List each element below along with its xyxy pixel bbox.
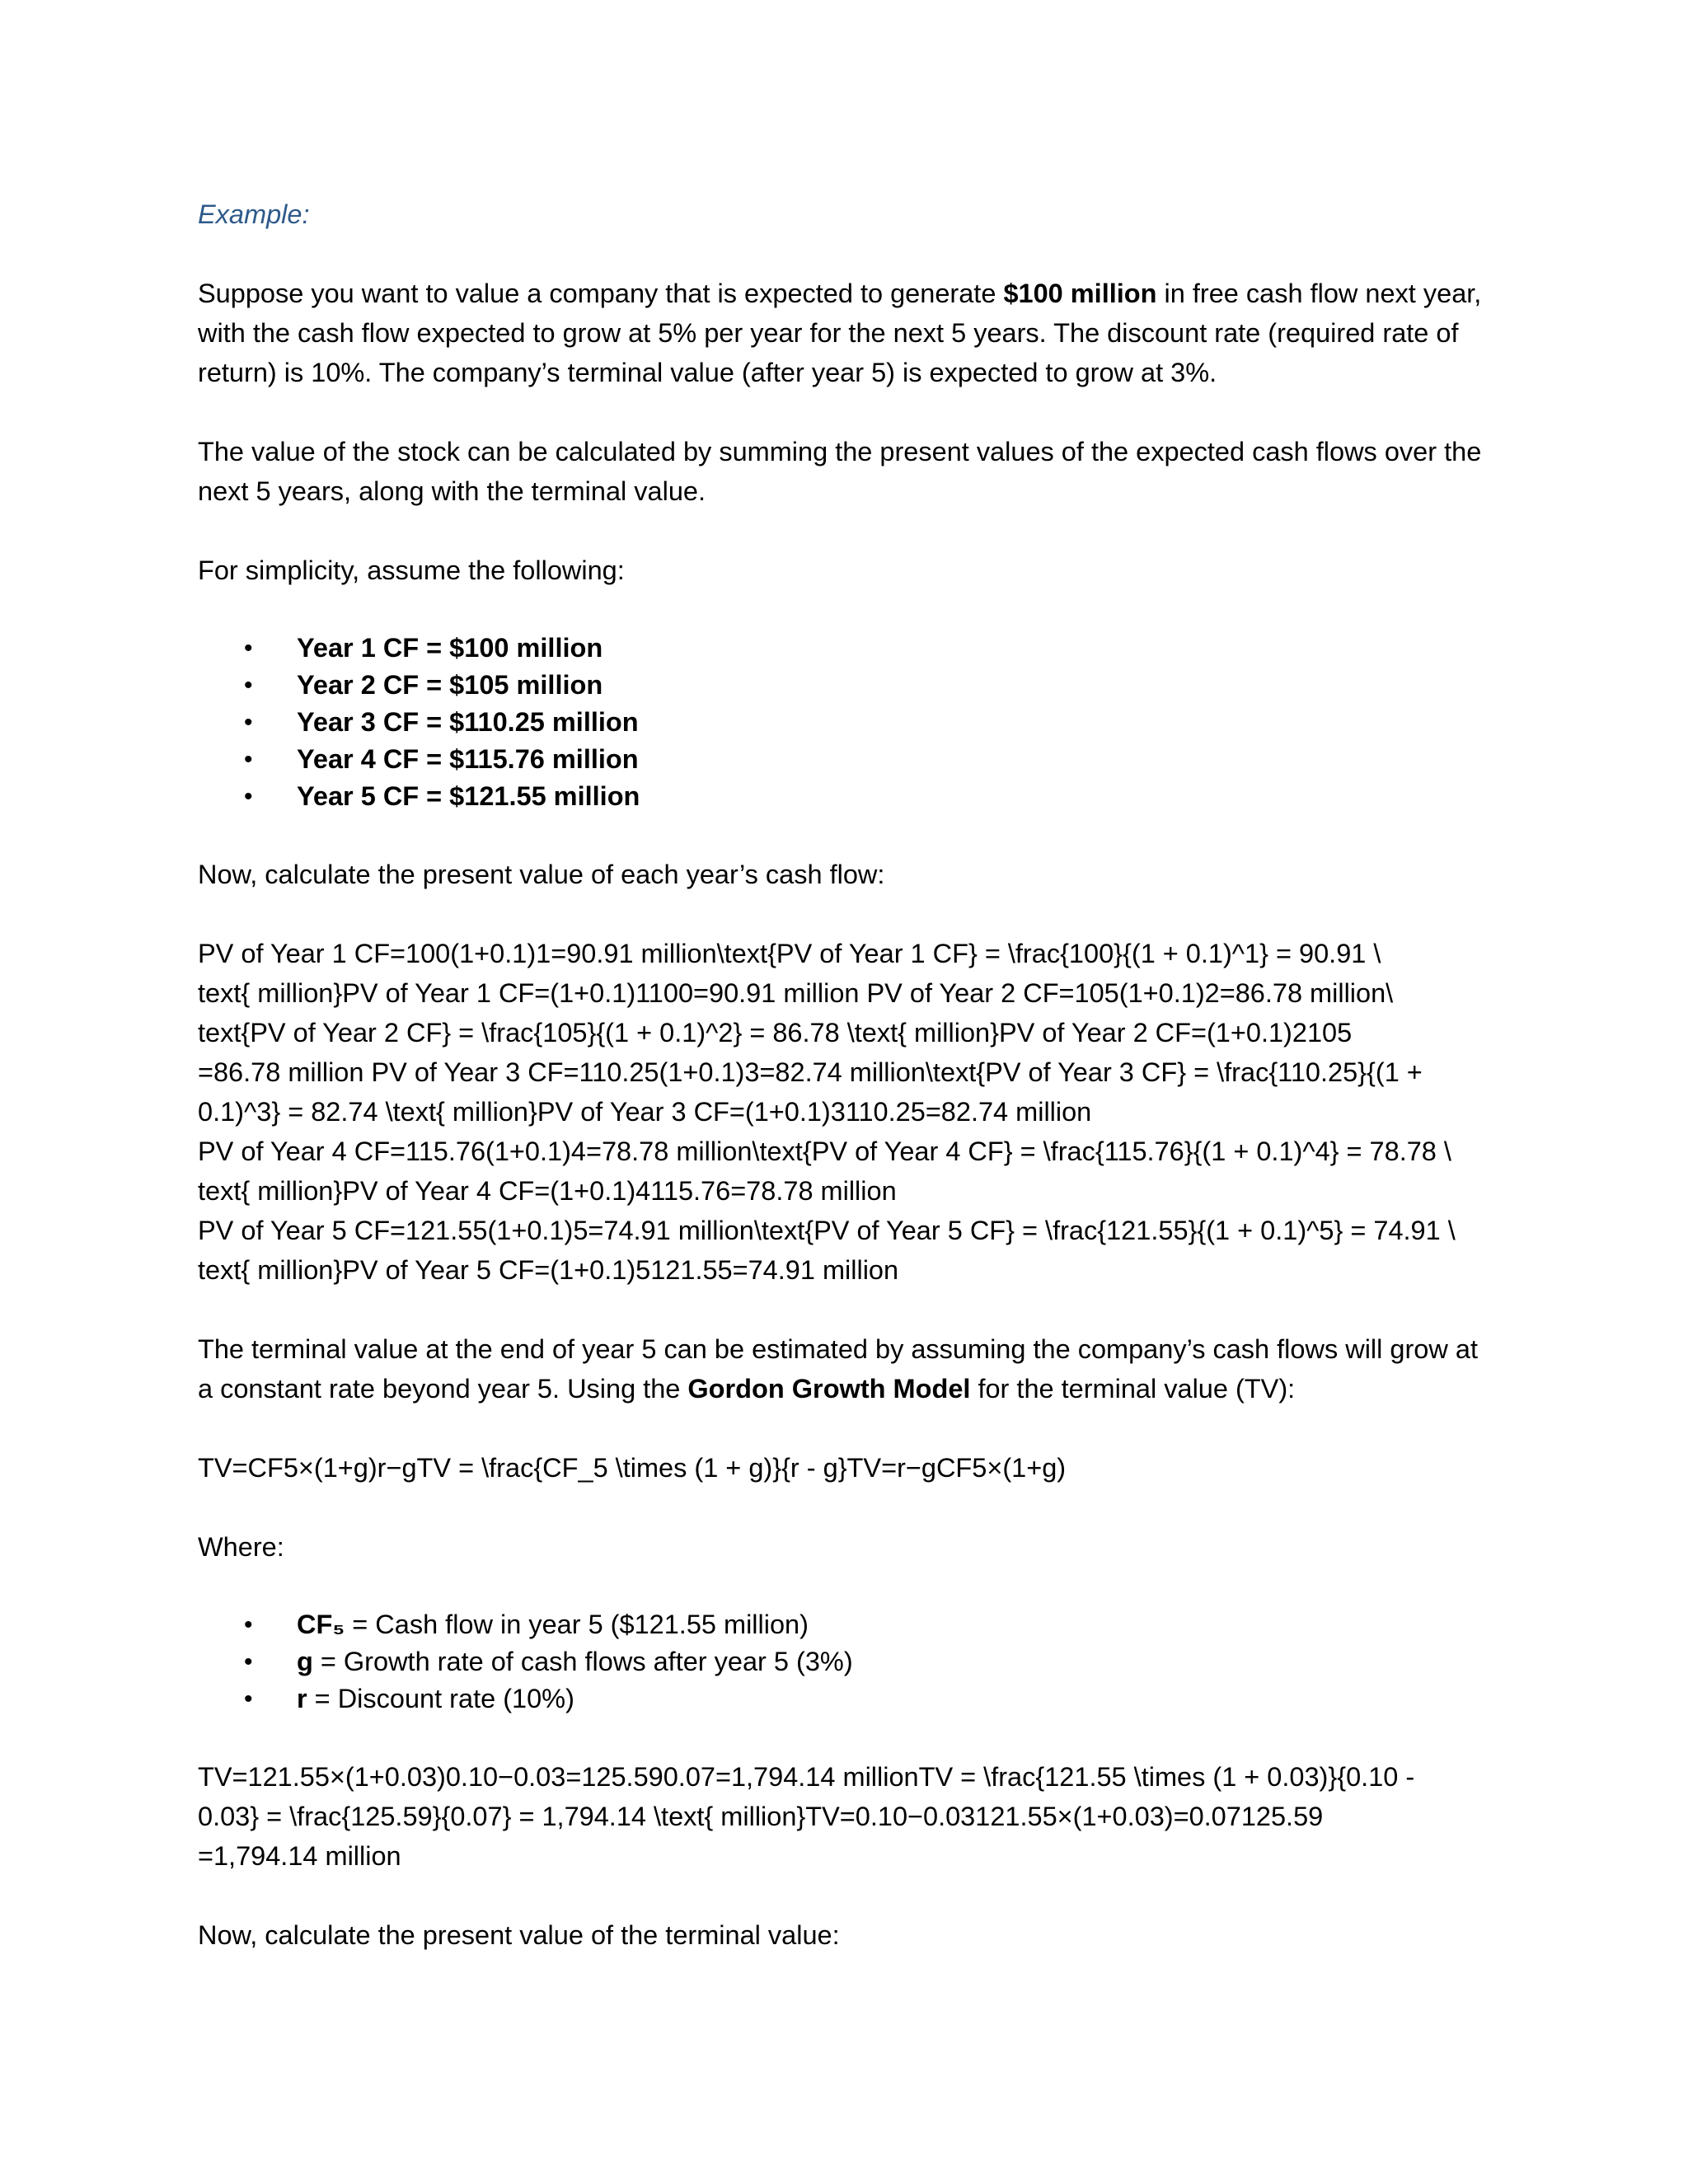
- pv-formula-block: [198, 934, 1492, 1290]
- list-item: • CF₅ = Cash flow in year 5 ($121.55 million): [198, 1606, 1492, 1643]
- list-item: • Year 3 CF = $110.25 million: [198, 704, 1492, 741]
- list-item: • Year 4 CF = $115.76 million: [198, 741, 1492, 778]
- list-item: • g = Growth rate of cash flows after year 5 (3%): [198, 1643, 1492, 1680]
- formula-line: PV of Year 4 CF=115.76(1+0.1)4=78.78 million\text{PV of Year 4 CF} = \frac{115.76}{(1 + 0.1)^4} = 78.78 \: [198, 1137, 1451, 1166]
- formula-line: =86.78 million PV of Year 3 CF=110.25(1+0.1)3=82.74 million\text{PV of Year 3 CF} = \frac{110.25}{(1 +: [198, 1057, 1423, 1087]
- bullet-icon: •: [244, 709, 253, 736]
- tv-calculation-block: [198, 1757, 1492, 1876]
- bullet-icon: •: [244, 1648, 253, 1675]
- bullet-icon: •: [244, 1611, 253, 1638]
- intro-paragraph: [198, 274, 1492, 392]
- formula-line: text{ million}PV of Year 5 CF=(1+0.1)5121.55=74.91 million: [198, 1255, 899, 1285]
- formula-line: =1,794.14 million: [198, 1841, 401, 1871]
- pv-intro-paragraph: Now, calculate the present value of each year’s cash flow:: [198, 860, 885, 889]
- list-item: • r = Discount rate (10%): [198, 1680, 1492, 1718]
- gordon-growth-model-term: Gordon Growth Model: [687, 1374, 971, 1404]
- bullet-icon: •: [244, 746, 253, 773]
- cash-flow-list: [198, 630, 1492, 815]
- example-heading: Example:: [198, 199, 310, 229]
- tv-formula: TV=CF5×(1+g)r−gTV = \frac{CF_5 \times (1 + g)}{r - g}TV=r−gCF5×(1+g): [198, 1453, 1067, 1483]
- formula-line: 0.1)^3} = 82.74 \text{ million}PV of Year 3 CF=(1+0.1)3110.25=82.74 million: [198, 1097, 1092, 1127]
- formula-line: TV=121.55×(1+0.03)0.10−0.03=125.590.07=1,794.14 millionTV = \frac{121.55 \times (1 + 0.03)}{0.10 -: [198, 1762, 1415, 1792]
- bullet-icon: •: [244, 1685, 253, 1713]
- terminal-value-paragraph: The terminal value at the end of year 5 can be estimated by assuming the company’s cash flows will grow at a constant rate beyond year 5. Using the Gordon Growth Model for the terminal value (TV):: [198, 1334, 1478, 1404]
- formula-line: PV of Year 1 CF=100(1+0.1)1=90.91 million\text{PV of Year 1 CF} = \frac{100}{(1 + 0.1)^1} = 90.91 \: [198, 939, 1381, 968]
- bullet-icon: •: [244, 635, 253, 662]
- summing-paragraph: The value of the stock can be calculated by summing the present values of the expected cash flows over the next 5 years, along with the terminal value.: [198, 437, 1482, 506]
- document-body: [198, 194, 1492, 1955]
- formula-line: text{PV of Year 2 CF} = \frac{105}{(1 + 0.1)^2} = 86.78 \text{ million}PV of Year 2 CF=(1+0.1)2105: [198, 1018, 1353, 1047]
- assumption-paragraph: For simplicity, assume the following:: [198, 555, 625, 585]
- intro-bold-amount: $100 million: [1003, 279, 1157, 308]
- list-item: • Year 1 CF = $100 million: [198, 630, 1492, 667]
- bullet-icon: •: [244, 672, 253, 699]
- intro-text-1: Suppose you want to value a company that is expected to generate: [198, 279, 1004, 308]
- formula-line: text{ million}PV of Year 4 CF=(1+0.1)4115.76=78.78 million: [198, 1176, 897, 1206]
- final-paragraph: Now, calculate the present value of the terminal value:: [198, 1920, 840, 1950]
- formula-line: 0.03} = \frac{125.59}{0.07} = 1,794.14 \text{ million}TV=0.10−0.03121.55×(1+0.03)=0.07125.59: [198, 1802, 1324, 1831]
- definition-list: [198, 1606, 1492, 1718]
- bullet-icon: •: [244, 783, 253, 810]
- where-label: Where:: [198, 1532, 284, 1562]
- formula-line: PV of Year 5 CF=121.55(1+0.1)5=74.91 million\text{PV of Year 5 CF} = \frac{121.55}{(1 + 0.1)^5} = 74.91 \: [198, 1216, 1456, 1245]
- list-item: • Year 5 CF = $121.55 million: [198, 778, 1492, 815]
- formula-line: text{ million}PV of Year 1 CF=(1+0.1)1100=90.91 million PV of Year 2 CF=105(1+0.1)2=86.78 million\: [198, 978, 1394, 1008]
- list-item: • Year 2 CF = $105 million: [198, 667, 1492, 704]
- intro-text-2: in free cash flow next year, with the cash flow expected to grow at 5% per year for the next 5 years. The discount rate (required rate of return) is 10%. The company’s terminal value (after year 5) is expected to grow at 3%.: [198, 279, 1482, 387]
